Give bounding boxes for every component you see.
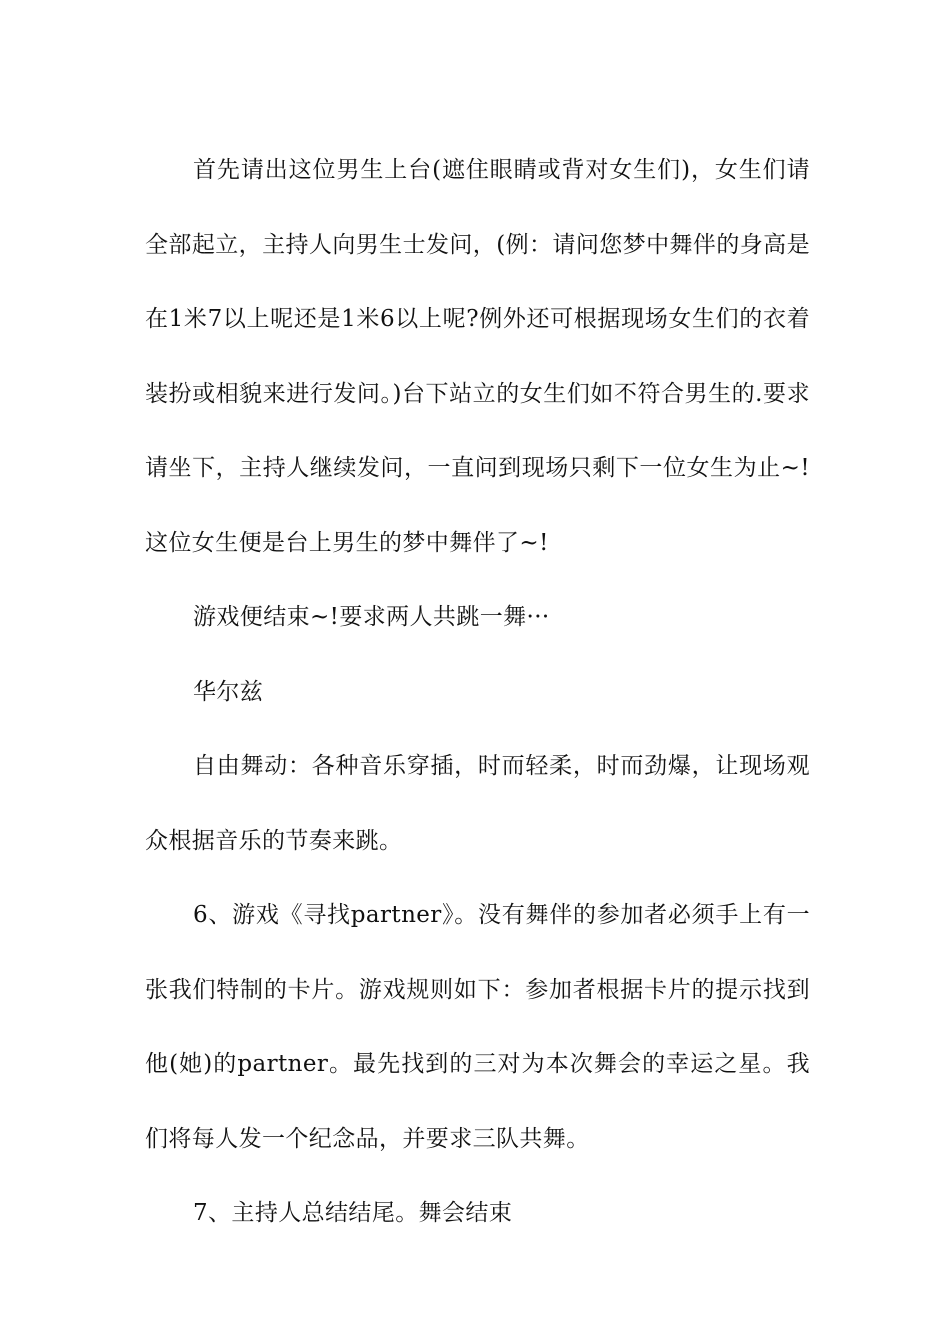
paragraph-game-rules: 首先请出这位男生上台(遮住眼睛或背对女生们)，女生们请全部起立，主持人向男生士发问，(例：请问您梦中舞伴的身高是在1米7以上呢还是1米6以上呢?例外还可根据现场女生们的衣着装扮或相貌来进行发问。)台下站立的女生们如不符合男生的.要求请坐下，主持人继续发问，一直问到现场只剩下一位女生为止~!这位女生便是台上男生的梦中舞伴了~! bbox=[145, 157, 810, 556]
paragraph-find-partner: 6、游戏《寻找partner》。没有舞伴的参加者必须手上有一张我们特制的卡片。游戏规则如下：参加者根据卡片的提示找到他(她)的partner。最先找到的三对为本次舞会的幸运之星。我们将每人发一个纪念品，并要求三队共舞。 bbox=[145, 902, 810, 1152]
document-body bbox=[145, 133, 810, 1251]
paragraph-game-end: 游戏便结束~!要求两人共跳一舞··· bbox=[193, 604, 550, 630]
paragraph-waltz: 华尔兹 bbox=[193, 678, 264, 705]
paragraph-free-dance: 自由舞动：各种音乐穿插，时而轻柔，时而劲爆，让现场观众根据音乐的节奏来跳。 bbox=[145, 753, 810, 854]
paragraph-closing: 7、主持人总结结尾。舞会结束 bbox=[193, 1200, 513, 1226]
